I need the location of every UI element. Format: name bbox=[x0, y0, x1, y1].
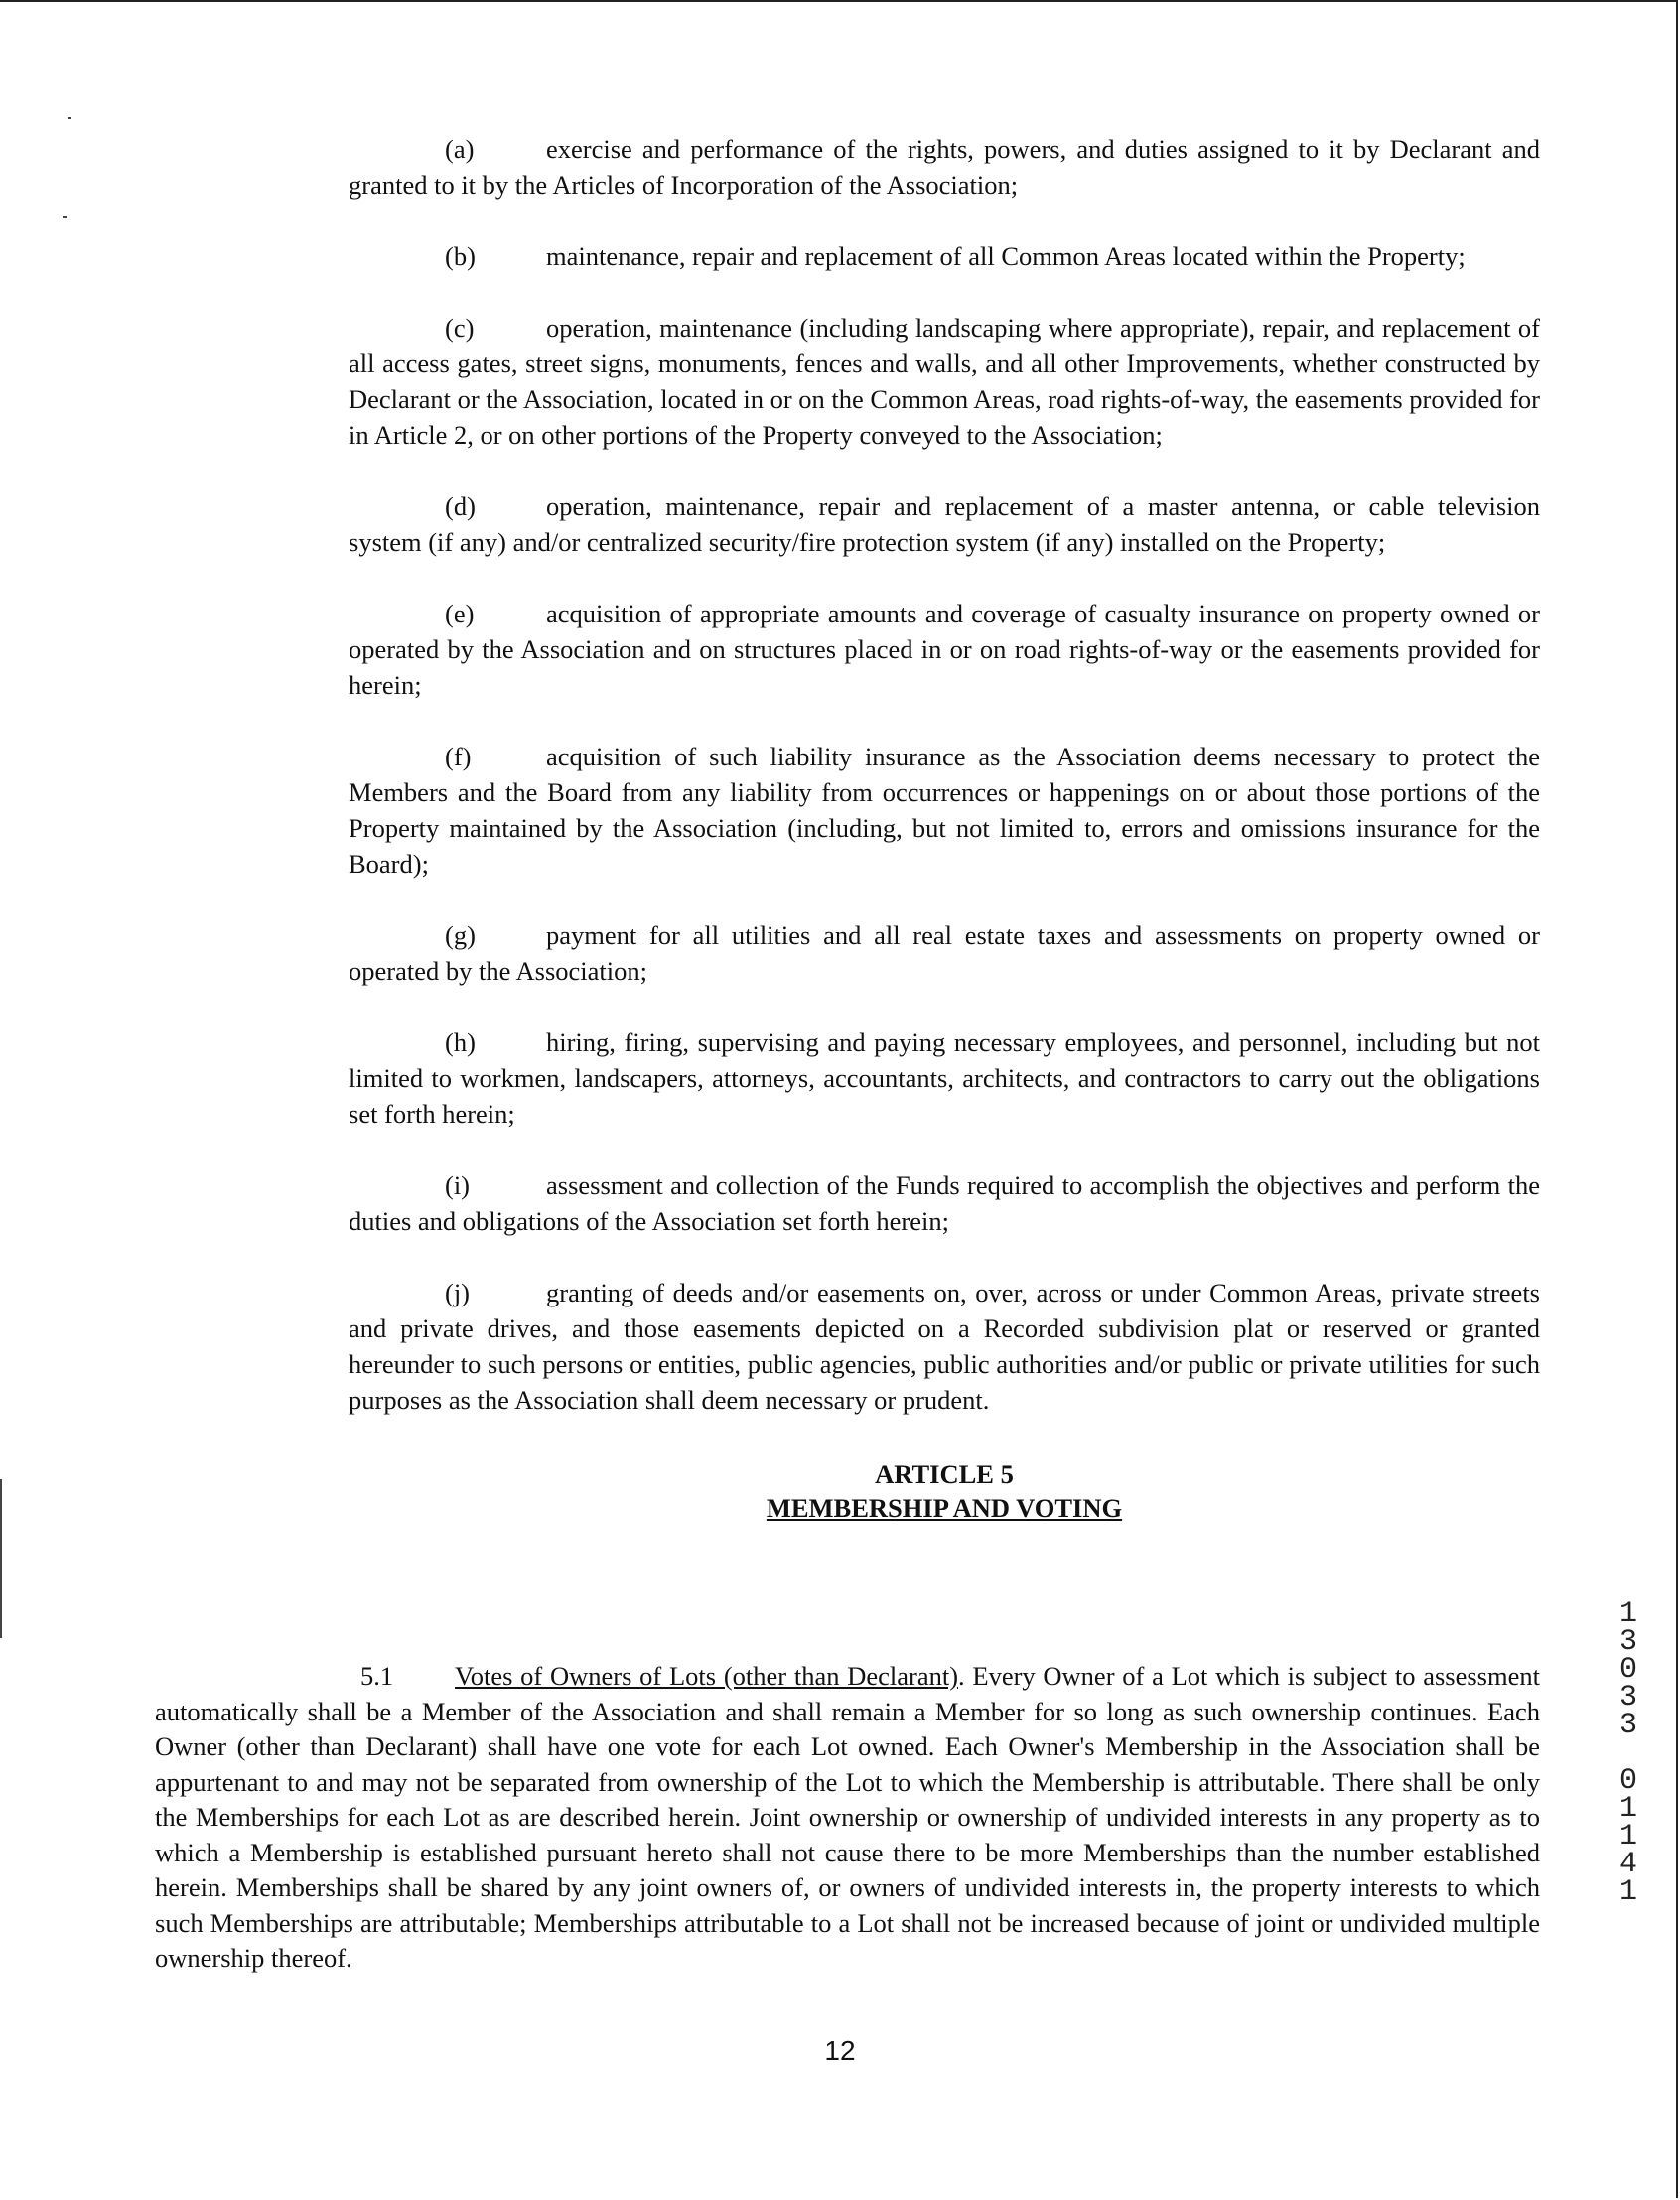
margin-stamp bbox=[1609, 1597, 1648, 1909]
clause-e bbox=[349, 596, 1540, 703]
clause-text: acquisition of such liability insurance as the Association deems necessary to protect the Members and the Board from any liability from occurrences or happenings on or about those portions of the Property maintained by the Association (including, but not limited to, errors and omissions insurance for the Board); bbox=[349, 742, 1540, 879]
margin-mark-left-edge bbox=[0, 1479, 2, 1638]
margin-mark-upper bbox=[63, 216, 67, 218]
stamp-char: 1 bbox=[1618, 1792, 1637, 1826]
section-5-1 bbox=[155, 1659, 1540, 1977]
stamp-char: 0 bbox=[1618, 1653, 1637, 1687]
clause-label: (e) bbox=[445, 599, 475, 628]
clause-i bbox=[349, 1168, 1540, 1239]
stamp-char: 4 bbox=[1618, 1848, 1637, 1881]
clause-label: (f) bbox=[445, 742, 472, 771]
stamp-char: 3 bbox=[1618, 1625, 1637, 1659]
stamp-char: 3 bbox=[1618, 1681, 1637, 1715]
clause-f bbox=[349, 739, 1540, 882]
clause-list bbox=[349, 131, 1540, 1525]
clause-j bbox=[349, 1275, 1540, 1418]
clause-c bbox=[349, 310, 1540, 453]
clause-text: granting of deeds and/or easements on, over, across or under Common Areas, private streets and private drives, and those easements depicted on a Recorded subdivision plat or reserved or granted hereunder to such persons or entities, public agencies, public authorities and/or public or private utilities for such purposes as the Association shall deem necessary or prudent. bbox=[349, 1278, 1540, 1415]
clause-text: exercise and performance of the rights, powers, and duties assigned to it by Declarant and granted to it by the Articles of Incorporation of the Association; bbox=[349, 134, 1540, 200]
clause-label: (c) bbox=[445, 313, 475, 343]
section-text: . Every Owner of a Lot which is subject to assessment automatically shall be a Member of the Association and shall remain a Member for so long as such ownership continues. Each Owner (other than Declarant) shall have one vote for each Lot owned. Each Owner's Membership in the Association shall be appurtenant to and may not be separated from ownership of the Lot to which the Membership is attributable. There shall be only the Memberships for each Lot as are described herein. Joint ownership or ownership of undivided interests in any property as to which a Membership is established pursuant hereto shall not cause there to be more Memberships than the number established herein. Memberships shall be shared by any joint owners of, or owners of undivided interests in, the property interests to which such Memberships are attributable; Memberships attributable to a Lot shall not be increased because of joint or undivided multiple ownership thereof. bbox=[155, 1661, 1540, 1973]
stamp-char: 1 bbox=[1618, 1820, 1637, 1854]
clause-label: (d) bbox=[445, 491, 476, 521]
clause-text: payment for all utilities and all real estate taxes and assessments on property owned or operated by the Association; bbox=[349, 920, 1540, 986]
clause-text: acquisition of appropriate amounts and coverage of casualty insurance on property owned or operated by the Association and on structures placed in or on road rights-of-way or the easements provided for herein; bbox=[349, 599, 1540, 700]
section-number: 5.1 bbox=[360, 1661, 394, 1691]
stamp-char: 3 bbox=[1618, 1709, 1637, 1742]
stamp-char: 1 bbox=[1618, 1875, 1637, 1909]
clause-text: maintenance, repair and replacement of all Common Areas located within the Property; bbox=[546, 241, 1466, 271]
stamp-gap bbox=[1609, 1739, 1648, 1767]
stamp-char: 0 bbox=[1618, 1764, 1637, 1798]
clause-text: assessment and collection of the Funds required to accomplish the objectives and perform the duties and obligations of the Association set forth herein; bbox=[349, 1170, 1540, 1236]
article-title bbox=[349, 1491, 1540, 1525]
clause-a bbox=[349, 131, 1540, 203]
margin-mark-top bbox=[68, 117, 71, 119]
article-title-text: MEMBERSHIP AND VOTING bbox=[766, 1493, 1123, 1523]
page-number: 12 bbox=[824, 2035, 856, 2066]
clause-g bbox=[349, 917, 1540, 989]
clause-text: operation, maintenance (including landscaping where appropriate), repair, and replacement of all access gates, street signs, monuments, fences and walls, and all other Improvements, whether constructed by Declarant or the Association, located in or on the Common Areas, road rights-of-way, the easements provided for in Article 2, or on other portions of the Property conveyed to the Association; bbox=[349, 313, 1541, 450]
clause-d bbox=[349, 488, 1540, 560]
clause-b bbox=[349, 238, 1540, 274]
clause-label: (a) bbox=[445, 134, 475, 164]
clause-label: (i) bbox=[445, 1170, 471, 1200]
clause-label: (b) bbox=[445, 241, 476, 271]
clause-label: (j) bbox=[445, 1278, 471, 1307]
article-number: ARTICLE 5 bbox=[875, 1459, 1014, 1489]
stamp-char: 1 bbox=[1618, 1597, 1637, 1631]
clause-text: operation, maintenance, repair and replacement of a master antenna, or cable television system (if any) and/or centralized security/fire protection system (if any) installed on the Property; bbox=[349, 491, 1540, 557]
clause-text: hiring, firing, supervising and paying necessary employees, and personnel, including but not limited to workmen, landscapers, attorneys, accountants, architects, and contractors to carry out the obligations set forth herein; bbox=[349, 1028, 1540, 1129]
section-caption: Votes of Owners of Lots (other than Declarant) bbox=[455, 1661, 959, 1691]
clause-label: (g) bbox=[445, 920, 476, 950]
clause-h bbox=[349, 1025, 1540, 1132]
clause-label: (h) bbox=[445, 1028, 476, 1057]
